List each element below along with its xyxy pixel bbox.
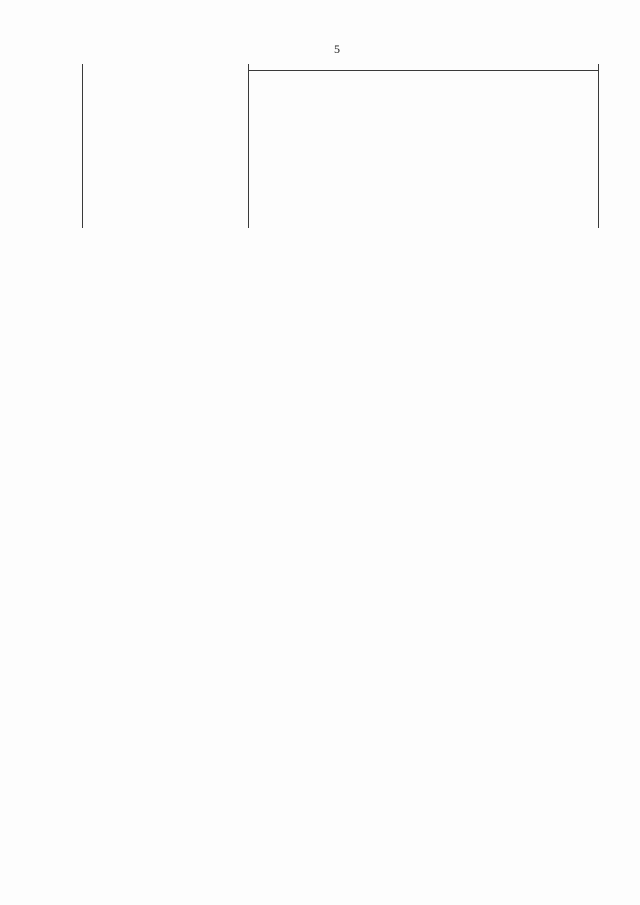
- table-rule: [598, 64, 599, 228]
- page-number: 5: [334, 42, 340, 56]
- table-rule: [82, 64, 83, 228]
- table-rule: [248, 70, 598, 71]
- table-rule: [248, 64, 249, 228]
